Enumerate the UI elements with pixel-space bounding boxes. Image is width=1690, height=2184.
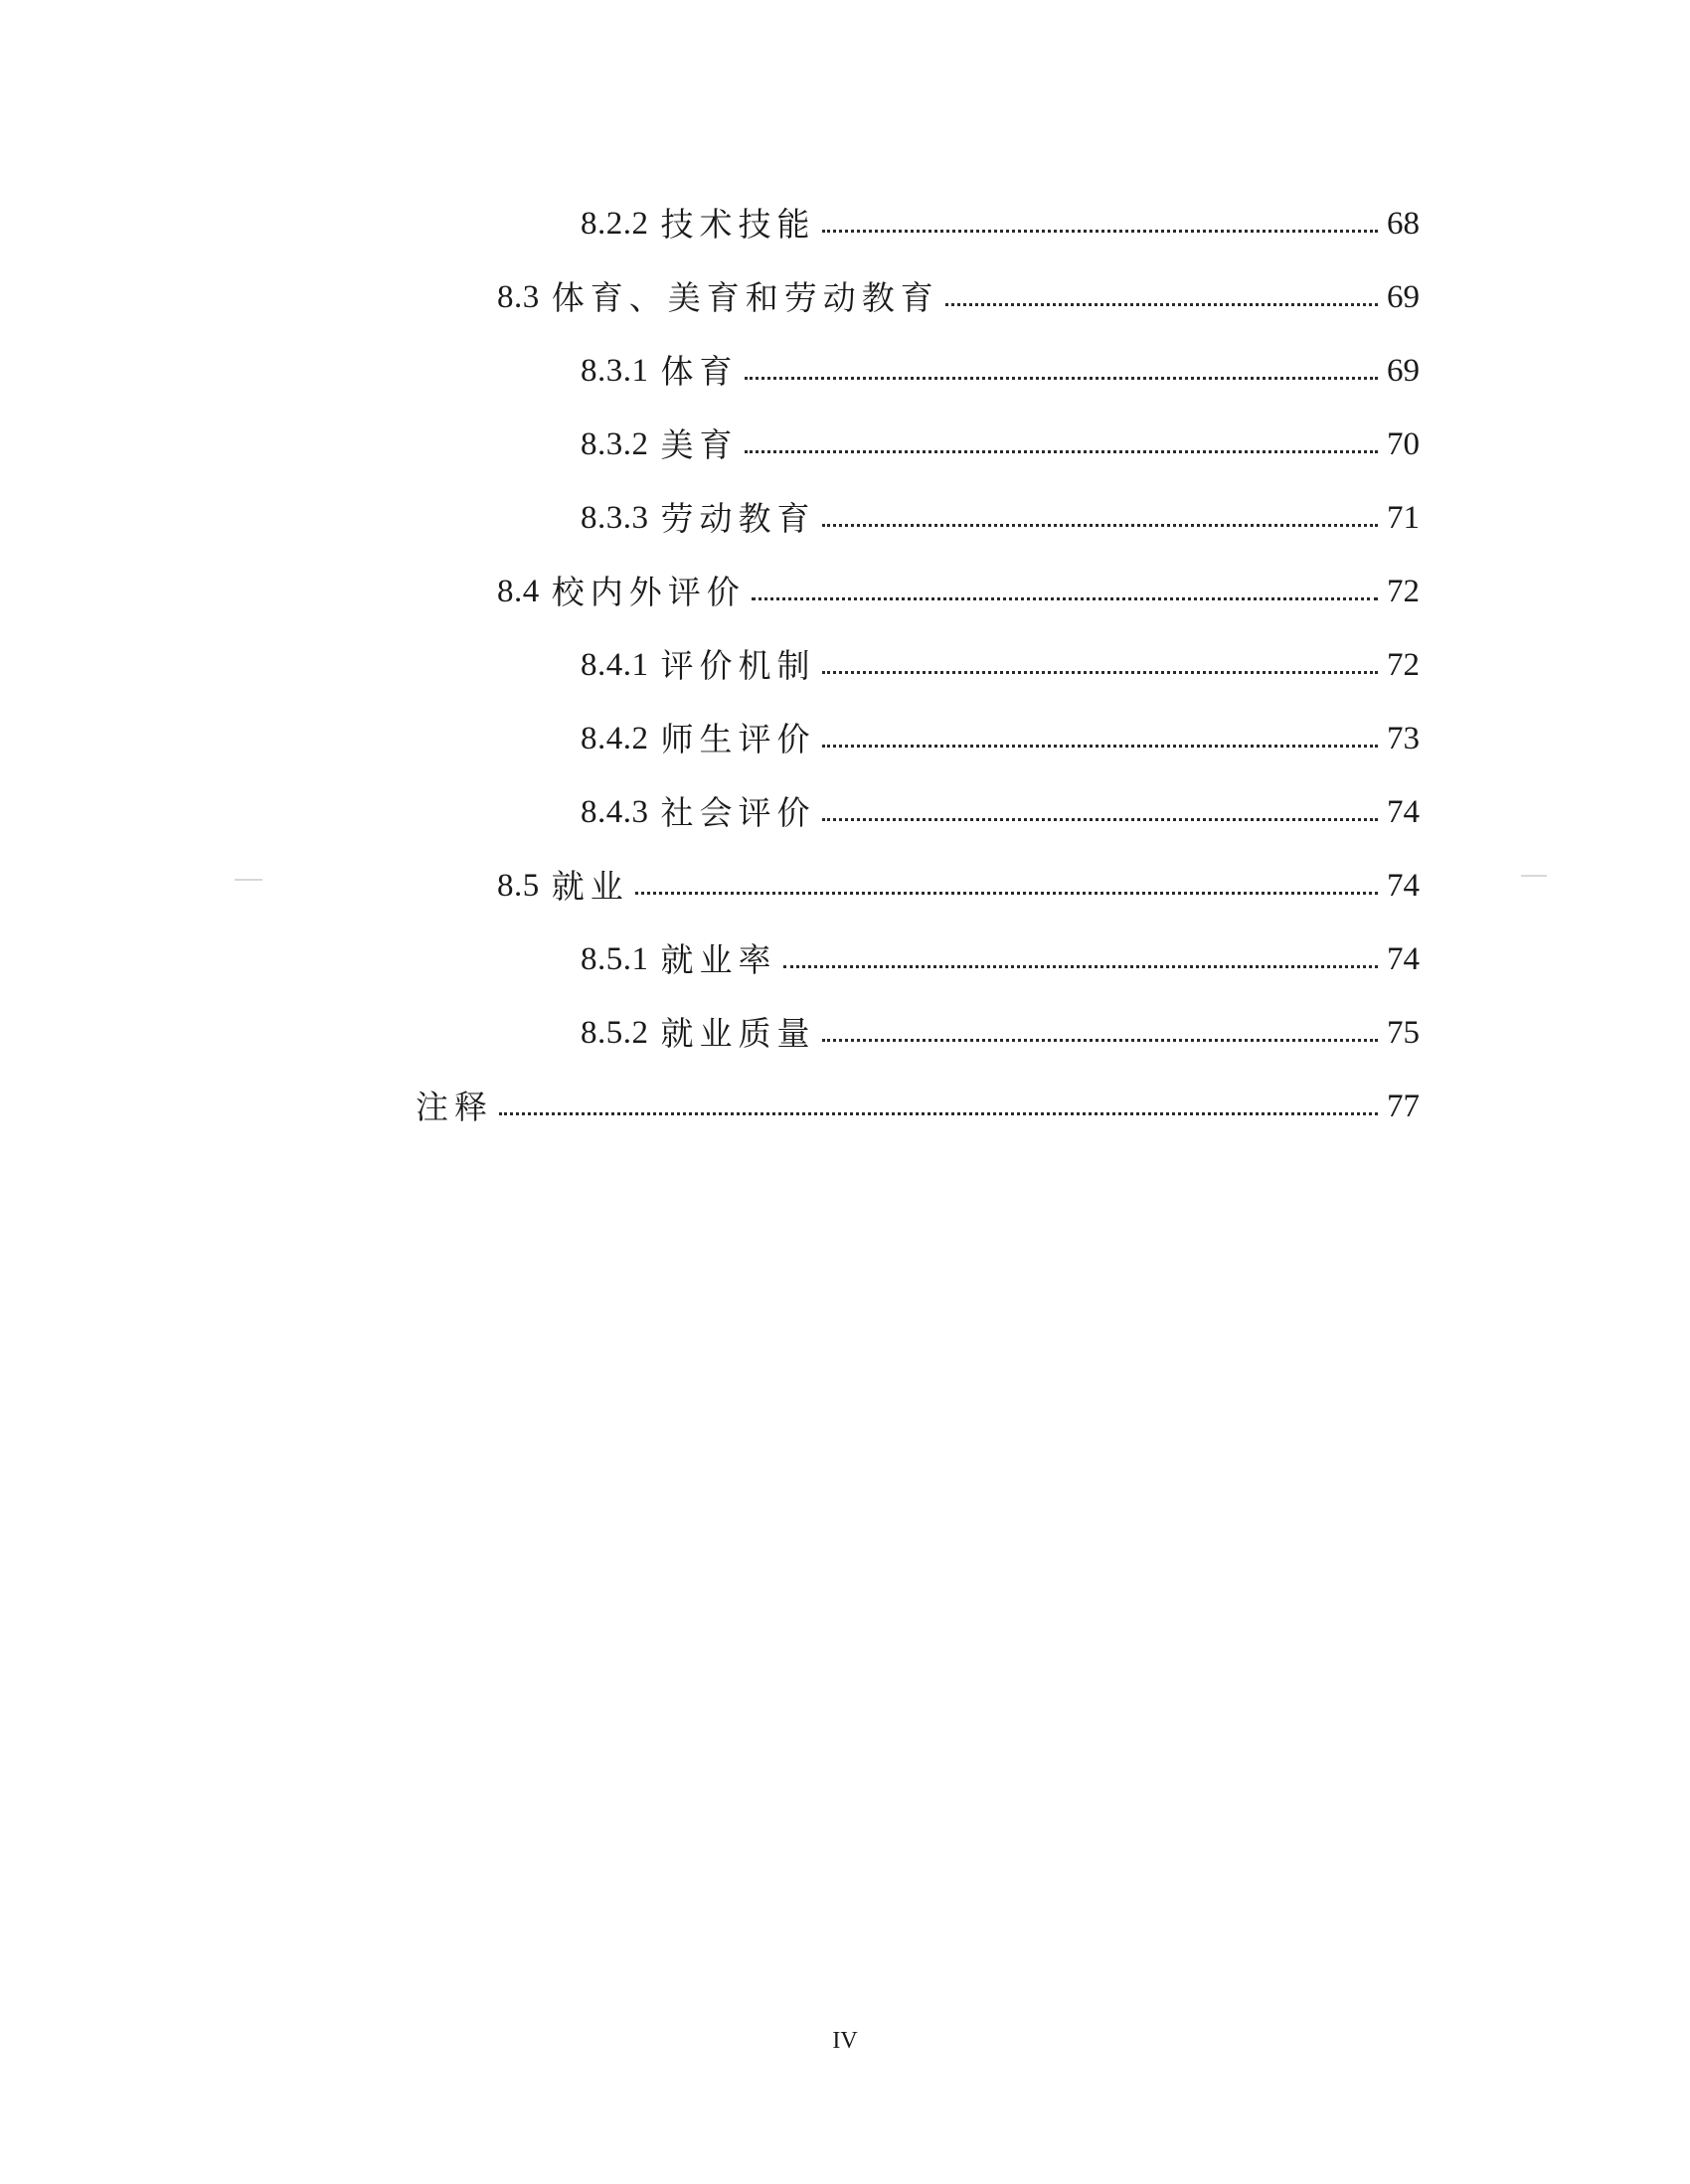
toc-dot-leader bbox=[822, 671, 1379, 674]
toc-entry-page: 75 bbox=[1387, 1015, 1420, 1051]
toc-dot-leader bbox=[822, 745, 1379, 748]
toc-dot-leader bbox=[822, 230, 1379, 233]
toc-entry-title: 劳动教育 bbox=[660, 499, 816, 538]
toc-entry-title: 社会评价 bbox=[660, 793, 816, 832]
toc-entry-number: 8.5.2 bbox=[581, 1015, 649, 1051]
toc-entry-number: 8.3.1 bbox=[581, 353, 649, 389]
toc-dot-leader bbox=[822, 1039, 1379, 1042]
toc-dot-leader bbox=[745, 377, 1379, 380]
toc-entry-8-4[interactable] bbox=[497, 559, 1420, 611]
toc-entry-title: 校内外评价 bbox=[551, 573, 746, 611]
toc-dot-leader bbox=[745, 450, 1379, 453]
toc-dot-leader bbox=[945, 303, 1378, 306]
toc-entry-page: 68 bbox=[1387, 206, 1420, 242]
toc-entry-number: 8.5 bbox=[497, 868, 540, 904]
toc-entry-title: 就业质量 bbox=[660, 1014, 816, 1053]
toc-entry-number: 8.3 bbox=[497, 279, 540, 315]
toc-dot-leader bbox=[635, 892, 1378, 895]
toc-entry-number: 8.4.2 bbox=[581, 721, 649, 756]
toc-entry-page: 74 bbox=[1387, 868, 1420, 904]
toc-entry-8-3[interactable] bbox=[497, 264, 1420, 317]
toc-entry-8-5-1[interactable] bbox=[581, 926, 1420, 979]
toc-entry-page: 70 bbox=[1387, 426, 1420, 462]
toc-entry-notes[interactable] bbox=[416, 1074, 1420, 1126]
toc-entry-title: 体育 bbox=[660, 352, 739, 391]
toc-entry-8-4-2[interactable] bbox=[581, 706, 1420, 756]
toc-dot-leader bbox=[499, 1112, 1378, 1115]
toc-entry-title: 师生评价 bbox=[660, 720, 816, 758]
toc-entry-8-2-2[interactable] bbox=[581, 191, 1420, 244]
toc-dot-leader bbox=[822, 524, 1379, 527]
toc-entry-title: 体育、美育和劳动教育 bbox=[551, 278, 939, 317]
toc-entry-number: 8.4.3 bbox=[581, 794, 649, 830]
toc-entry-title: 技术技能 bbox=[660, 205, 816, 244]
toc-entry-title: 美育 bbox=[660, 425, 739, 464]
toc-entry-8-3-2[interactable] bbox=[581, 412, 1420, 464]
toc-dot-leader bbox=[752, 597, 1378, 600]
toc-entry-number: 8.4 bbox=[497, 574, 540, 609]
toc-entry-title: 就业率 bbox=[660, 940, 777, 979]
toc-entry-number: 8.5.1 bbox=[581, 941, 649, 977]
toc-entry-number: 8.3.3 bbox=[581, 500, 649, 536]
toc-entry-number: 8.4.1 bbox=[581, 647, 649, 683]
page-number-footer: IV bbox=[832, 2028, 858, 2054]
toc-entry-page: 74 bbox=[1387, 794, 1420, 830]
toc-entry-title: 就业 bbox=[551, 867, 629, 906]
toc-entry-page: 71 bbox=[1387, 500, 1420, 536]
toc-entry-8-5[interactable] bbox=[497, 853, 1420, 906]
toc-entry-8-5-2[interactable] bbox=[581, 1000, 1420, 1053]
toc-entry-page: 74 bbox=[1387, 941, 1420, 977]
toc-entry-page: 72 bbox=[1387, 574, 1420, 609]
toc-entry-page: 69 bbox=[1387, 279, 1420, 315]
toc-entry-8-3-3[interactable] bbox=[581, 485, 1420, 538]
toc-entry-8-4-3[interactable] bbox=[581, 779, 1420, 832]
toc-entry-page: 69 bbox=[1387, 353, 1420, 389]
toc-dot-leader bbox=[783, 965, 1379, 968]
toc-entry-8-4-1[interactable] bbox=[581, 632, 1420, 685]
toc-entry-number: 8.3.2 bbox=[581, 426, 649, 462]
toc-entry-title: 评价机制 bbox=[660, 646, 816, 685]
toc-entry-page: 72 bbox=[1387, 647, 1420, 683]
toc-entry-title: 注释 bbox=[416, 1088, 493, 1126]
toc-dot-leader bbox=[822, 818, 1379, 821]
toc-entry-page: 73 bbox=[1387, 721, 1420, 756]
toc-entry-8-3-1[interactable] bbox=[581, 338, 1420, 391]
toc-entry-page: 77 bbox=[1387, 1089, 1420, 1124]
toc-entry-number: 8.2.2 bbox=[581, 206, 649, 242]
